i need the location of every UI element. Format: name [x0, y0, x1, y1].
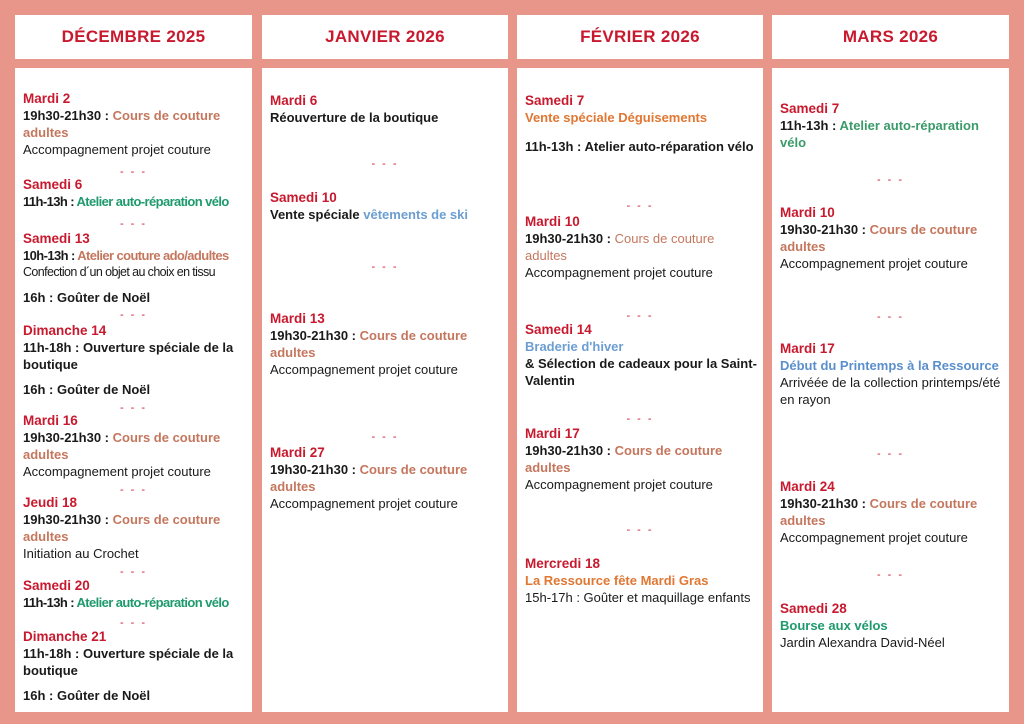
separator: - - -: [119, 166, 148, 178]
event-time: 19h30-21h30 :: [23, 430, 113, 445]
event-title: Cours de couture adultes: [23, 108, 221, 140]
event-date: Mardi 24: [780, 479, 835, 494]
event-line: & Sélection de cadeaux pour la Saint-Valentin: [525, 356, 757, 388]
event-line: Vente spéciale: [270, 207, 364, 222]
separator: - - -: [876, 569, 905, 581]
event-note: Initiation au Crochet: [23, 546, 139, 561]
event-note: 15h-17h : Goûter et maquillage enfants: [525, 590, 751, 605]
separator: - - -: [626, 200, 654, 212]
event-time: 19h30-21h30 :: [780, 496, 870, 511]
month-header-january: JANVIER 2026: [262, 15, 508, 59]
event-jan-13: [270, 310, 502, 378]
event-note: Accompagnement projet couture: [23, 464, 211, 479]
event-note: Arrivéée de la collection printemps/été en rayon: [780, 375, 1001, 407]
separator: - - -: [626, 310, 654, 322]
event-extra: 16h : Goûter de Noël: [23, 290, 151, 305]
separator: - - -: [119, 218, 148, 230]
event-date: Samedi 13: [23, 231, 90, 246]
event-extra: 16h : Goûter de Noël: [23, 688, 151, 703]
event-time: 19h30-21h30 :: [780, 222, 870, 237]
event-title: Cours de couture adultes: [270, 462, 468, 494]
event-date: Mardi 6: [270, 93, 318, 108]
separator: - - -: [119, 484, 148, 496]
event-note: Accompagnement projet couture: [270, 362, 458, 377]
event-title: Cours de couture adultes: [525, 231, 715, 263]
separator: - - -: [371, 431, 399, 443]
column-january: [262, 68, 508, 712]
event-title: Cours de couture adultes: [23, 512, 221, 544]
event-time: 19h30-21h30 :: [23, 512, 113, 527]
event-date: Mardi 10: [780, 205, 835, 220]
event-line: Réouverture de la boutique: [270, 110, 439, 125]
event-time: 19h30-21h30 :: [525, 443, 615, 458]
event-feb-14: [525, 321, 757, 389]
event-title: Cours de couture adultes: [525, 443, 723, 475]
event-time: 10h-13h :: [23, 248, 78, 263]
event-title: Atelier auto-réparation vélo: [76, 595, 229, 610]
event-time: 11h-13h :: [780, 118, 840, 133]
event-note: Jardin Alexandra David-Néel: [780, 635, 945, 650]
column-february: [517, 68, 763, 712]
event-jan-27: [270, 444, 502, 512]
event-mar-7: [780, 100, 1003, 151]
event-time: 19h30-21h30 :: [270, 462, 360, 477]
event-line: 11h-18h : Ouverture spéciale de la boutique: [23, 340, 234, 372]
event-dec-21: [23, 628, 246, 704]
event-note: Accompagnement projet couture: [780, 530, 968, 545]
event-time: 11h-13h :: [23, 194, 77, 209]
event-date: Samedi 7: [525, 93, 585, 108]
event-title: Atelier auto-réparation vélo: [780, 118, 979, 150]
column-december: [15, 68, 252, 712]
event-date: Jeudi 18: [23, 495, 78, 510]
event-title: Atelier couture ado/adultes: [77, 248, 229, 263]
event-title: Braderie d'hiver: [525, 339, 624, 354]
separator: - - -: [626, 524, 654, 536]
separator: - - -: [876, 311, 905, 323]
event-title: Bourse aux vélos: [780, 618, 888, 633]
separator: - - -: [876, 448, 905, 460]
month-header-march: MARS 2026: [772, 15, 1009, 59]
event-feb-18: [525, 555, 757, 606]
month-header-february: FÉVRIER 2026: [517, 15, 763, 59]
event-title: Vente spéciale Déguisements: [525, 110, 708, 125]
event-feb-10: [525, 213, 757, 281]
event-note: Accompagnement projet couture: [525, 477, 713, 492]
event-note: Accompagnement projet couture: [780, 256, 968, 271]
event-title: Atelier auto-réparation vélo: [76, 194, 229, 209]
event-jan-10: [270, 189, 502, 223]
event-date: Dimanche 14: [23, 323, 107, 338]
event-dec-20: [23, 577, 246, 611]
event-note: Accompagnement projet couture: [23, 142, 211, 157]
event-time: 19h30-21h30 :: [23, 108, 113, 123]
event-mar-24: [780, 478, 1003, 546]
separator: - - -: [119, 309, 148, 321]
event-date: Mardi 16: [23, 413, 78, 428]
separator: - - -: [626, 413, 654, 425]
event-line: 11h-18h : Ouverture spéciale de la boutique: [23, 646, 234, 678]
separator: - - -: [371, 261, 399, 273]
separator: - - -: [119, 617, 148, 629]
event-date: Mardi 2: [23, 91, 71, 106]
event-dec-2: [23, 90, 246, 158]
event-date: Mardi 17: [780, 341, 835, 356]
separator: - - -: [371, 158, 399, 170]
event-date: Samedi 7: [780, 101, 840, 116]
event-title: vêtements de ski: [363, 207, 469, 222]
event-time: 19h30-21h30 :: [270, 328, 360, 343]
event-title: Cours de couture adultes: [23, 430, 221, 462]
event-mar-28: [780, 600, 1003, 651]
separator: - - -: [876, 174, 905, 186]
event-dec-18: [23, 494, 246, 562]
event-date: Mardi 17: [525, 426, 580, 441]
event-date: Samedi 20: [23, 578, 90, 593]
event-dec-16: [23, 412, 246, 480]
event-date: Mardi 10: [525, 214, 580, 229]
event-date: Dimanche 21: [23, 629, 107, 644]
event-jan-6: [270, 92, 502, 126]
event-title: Début du Printemps à la Ressource: [780, 358, 999, 373]
event-date: Samedi 28: [780, 601, 847, 616]
month-header-december: DÉCEMBRE 2025: [15, 15, 252, 59]
event-title: Cours de couture adultes: [780, 496, 978, 528]
event-feb-7: [525, 92, 757, 155]
event-note: Confection d´un objet au choix en tissu: [23, 265, 216, 279]
event-line: 11h-13h : Atelier auto-réparation vélo: [525, 139, 754, 154]
event-date: Samedi 10: [270, 190, 337, 205]
event-dec-13: [23, 230, 246, 306]
event-time: 11h-13h :: [23, 595, 77, 610]
event-time: 19h30-21h30 :: [525, 231, 615, 246]
event-date: Samedi 14: [525, 322, 592, 337]
event-mar-10: [780, 204, 1003, 272]
separator: - - -: [119, 566, 148, 578]
column-march: [772, 68, 1009, 712]
event-note: Accompagnement projet couture: [525, 265, 713, 280]
event-dec-14: [23, 322, 246, 398]
separator: - - -: [119, 402, 148, 414]
event-date: Mardi 27: [270, 445, 325, 460]
event-title: Cours de couture adultes: [780, 222, 978, 254]
event-extra: 16h : Goûter de Noël: [23, 382, 151, 397]
event-note: Accompagnement projet couture: [270, 496, 458, 511]
event-title: Cours de couture adultes: [270, 328, 468, 360]
event-date: Mercredi 18: [525, 556, 601, 571]
event-date: Samedi 6: [23, 177, 83, 192]
event-feb-17: [525, 425, 757, 493]
event-mar-17: [780, 340, 1003, 408]
event-dec-6: [23, 176, 246, 210]
event-title: La Ressource fête Mardi Gras: [525, 573, 709, 588]
event-date: Mardi 13: [270, 311, 325, 326]
